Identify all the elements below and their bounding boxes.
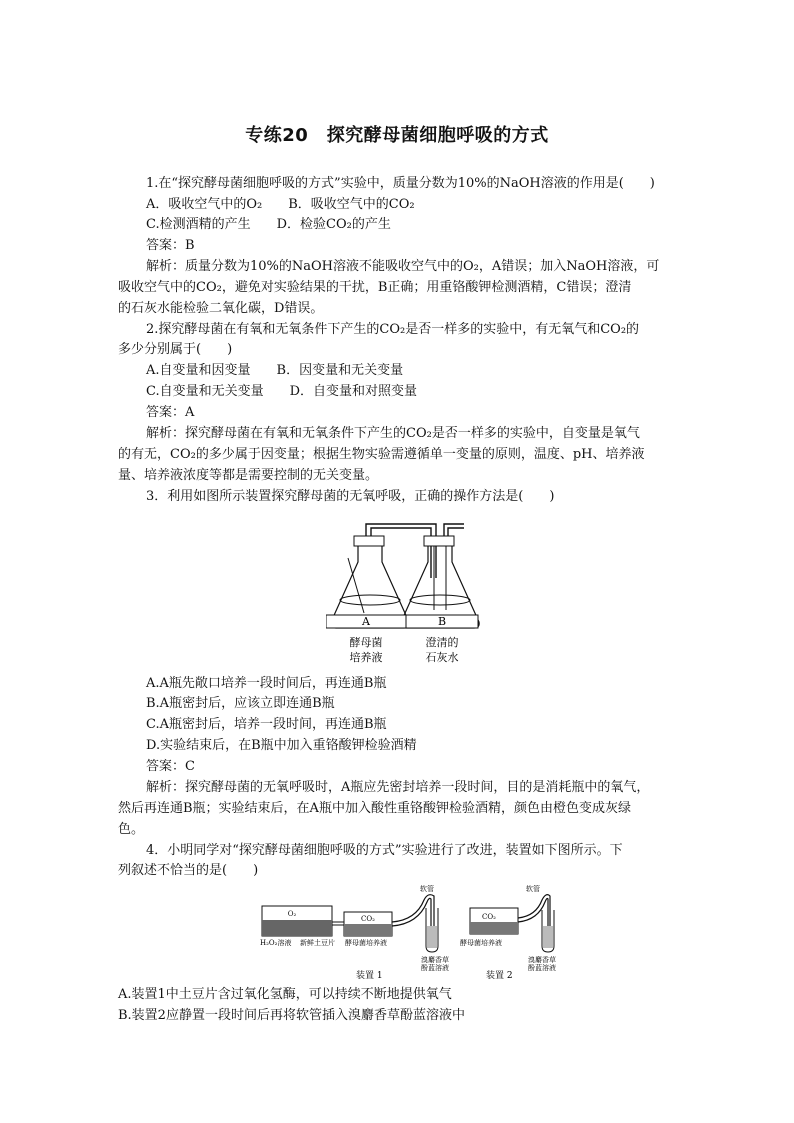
q3-explanation-line: 然后再连通B瓶；实验结束后，在A瓶中加入酸性重铬酸钾检验酒精，颜色由橙色变成灰绿 bbox=[118, 801, 631, 816]
q3-option-a: A.A瓶先敞口培养一段时间后，再连通B瓶 bbox=[146, 676, 387, 691]
q2-options-cd: C.自变量和无关变量 D．自变量和对照变量 bbox=[146, 384, 418, 399]
q4-devices-figure bbox=[256, 882, 566, 980]
device1-yeast-label: 酵母菌培养液 bbox=[345, 939, 387, 947]
q1-explanation-line: 的石灰水能检验二氧化碳，D错误。 bbox=[118, 301, 324, 316]
page-title: 专练20 探究酵母菌细胞呼吸的方式 bbox=[245, 125, 549, 146]
flask-b-label: B bbox=[437, 615, 447, 628]
q1-stem: 1.在“探究酵母菌细胞呼吸的方式”实验中，质量分数为10%的NaOH溶液的作用是( ) bbox=[146, 176, 655, 191]
q3-option-b: B.A瓶密封后，应该立即连通B瓶 bbox=[146, 696, 335, 711]
q2-answer: 答案：A bbox=[146, 405, 195, 420]
q1-options-ab: A．吸收空气中的O₂ B．吸收空气中的CO₂ bbox=[146, 197, 415, 212]
flask-a bbox=[331, 536, 409, 628]
q4-stem-line: 4．小明同学对“探究酵母菌细胞呼吸的方式”实验进行了改进，装置如下图所示。下 bbox=[146, 843, 623, 858]
q2-explanation-line: 的有无，CO₂的多少属于因变量；根据生物实验需遵循单一变量的原则，温度、pH、培养液 bbox=[118, 447, 645, 462]
q4-option-b: B.装置2应静置一段时间后再将软管插入溴麝香草酚蓝溶液中 bbox=[118, 1008, 465, 1023]
flask-a-caption: 酵母菌 bbox=[349, 636, 383, 649]
device1-tube-label: 软管 bbox=[420, 885, 434, 893]
device1-o2-label: O₂ bbox=[287, 910, 297, 918]
device2-caption: 装置 2 bbox=[486, 971, 513, 980]
device1-caption: 装置 1 bbox=[356, 971, 383, 980]
device-1 bbox=[260, 884, 449, 980]
q1-options-cd: C.检测酒精的产生 D．检验CO₂的产生 bbox=[146, 217, 391, 232]
device1-co2-label: CO₂ bbox=[361, 915, 375, 923]
q2-explanation-line: 解析：探究酵母菌在有氧和无氧条件下产生的CO₂是否一样多的实验中，自变量是氧气 bbox=[146, 426, 640, 441]
flask-b-caption: 石灰水 bbox=[425, 651, 459, 664]
q3-explanation-line: 色。 bbox=[118, 822, 145, 837]
device1-potato-label: 新鲜土豆片 bbox=[300, 939, 335, 947]
flask-a-caption: 培养液 bbox=[349, 651, 383, 664]
flask-b-caption: 澄清的 bbox=[425, 636, 459, 649]
device1-btb-label: 酚蓝溶液 bbox=[421, 964, 449, 972]
device2-yeast-label: 酵母菌培养液 bbox=[460, 939, 502, 947]
device1-btb-label: 溴麝香草 bbox=[421, 956, 449, 964]
q3-answer: 答案：C bbox=[146, 759, 195, 774]
q2-options-ab: A.自变量和因变量 B．因变量和无关变量 bbox=[146, 363, 404, 378]
q3-explanation-line: 解析：探究酵母菌的无氧呼吸时，A瓶应先密封培养一段时间，目的是消耗瓶中的氧气， bbox=[146, 780, 650, 795]
q4-option-a: A.装置1中土豆片含过氧化氢酶，可以持续不断地提供氧气 bbox=[118, 987, 452, 1002]
q3-option-d: D.实验结束后，在B瓶中加入重铬酸钾检验酒精 bbox=[146, 738, 417, 753]
q2-stem-line: 多少分别属于( ) bbox=[118, 342, 233, 357]
flask-a-label: A bbox=[362, 615, 370, 628]
q1-explanation-line: 解析：质量分数为10%的NaOH溶液不能吸收空气中的O₂，A错误；加入NaOH溶液，可 bbox=[146, 259, 660, 274]
q2-stem-line: 2.探究酵母菌在有氧和无氧条件下产生的CO₂是否一样多的实验中，有无氧气和CO₂的 bbox=[146, 322, 640, 337]
device1-h2o2-label: H₂O₂溶液 bbox=[260, 939, 292, 947]
q3-flask-apparatus-figure bbox=[326, 518, 486, 668]
q1-explanation-line: 吸收空气中的CO₂，避免对实验结果的干扰，B正确；用重铬酸钾检测酒精，C错误；澄清 bbox=[118, 280, 632, 295]
q4-stem-line: 列叙述不恰当的是( ) bbox=[118, 863, 259, 878]
q1-answer: 答案：B bbox=[146, 238, 195, 253]
q3-stem: 3．利用如图所示装置探究酵母菌的无氧呼吸，正确的操作方法是( ) bbox=[146, 489, 555, 504]
q3-option-c: C.A瓶密封后，培养一段时间，再连通B瓶 bbox=[146, 717, 387, 732]
q2-explanation-line: 量、培养液浓度等都是需要控制的无关变量。 bbox=[118, 468, 379, 483]
device2-btb-label: 酚蓝溶液 bbox=[528, 964, 556, 972]
device2-tube-label: 软管 bbox=[526, 885, 540, 893]
device2-co2-label: CO₂ bbox=[482, 913, 496, 921]
device-2 bbox=[460, 884, 556, 980]
device2-btb-label: 溴麝香草 bbox=[528, 956, 556, 964]
